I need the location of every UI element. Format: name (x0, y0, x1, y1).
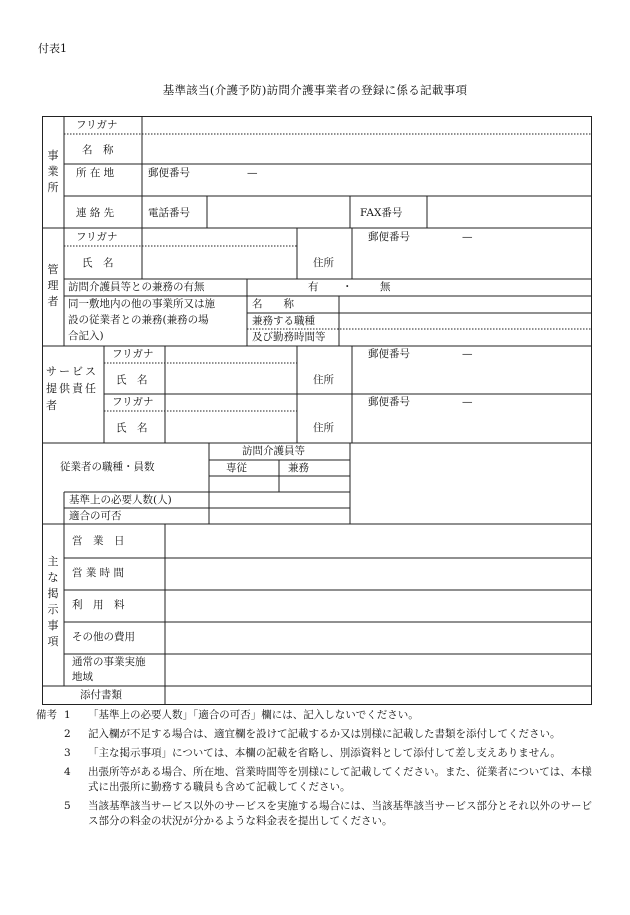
notes-label: 備考 (36, 709, 57, 721)
office-phone-label: 電話番号 (148, 207, 190, 219)
attachments-label: 添付書類 (80, 689, 122, 701)
form-grid-lines (42, 116, 592, 705)
manager-other-job-line1: 兼務する職種 (252, 315, 315, 327)
notice-fees-label: 利 用 料 (72, 599, 125, 611)
notice-other-costs-label: その他の費用 (72, 631, 135, 643)
note-item (36, 746, 596, 761)
service-manager-1-postal-label: 郵便番号 (368, 348, 410, 360)
office-address-label: 所 在 地 (76, 167, 115, 179)
manager-furigana-label: フリガナ (76, 231, 118, 243)
registration-form-table (42, 116, 592, 705)
note-item (36, 727, 596, 742)
note-item (36, 765, 596, 795)
notice-area-line2: 地域 (72, 671, 93, 683)
manager-address-label: 住所 (313, 257, 334, 269)
manager-other-duty-line3: 合記入) (68, 330, 104, 342)
manager-dual-role-dot: ・ (342, 281, 353, 293)
note-text: 出張所等がある場合、所在地、営業時間等を別様にして記載してください。また、従業者については、本様式に出張所に勤務する職員も含めて記載してください。 (88, 766, 592, 793)
section-notice-label: 主な掲示事項 (47, 555, 59, 648)
note-number: 1 (64, 709, 71, 721)
page-label: 付表1 (38, 42, 67, 55)
section-manager-label: 管理者 (47, 263, 59, 308)
service-manager-1-furigana-label: フリガナ (112, 348, 154, 360)
office-postal-dash: — (247, 167, 258, 179)
service-manager-1-postal-dash: — (462, 348, 473, 360)
service-manager-2-furigana-label: フリガナ (112, 396, 154, 408)
notice-area-line1: 通常の事業実施 (72, 656, 146, 668)
service-manager-2-address-label: 住所 (313, 422, 334, 434)
staff-required-label: 基準上の必要人数(人) (69, 494, 172, 506)
note-number: 3 (64, 747, 71, 759)
office-postal-label: 郵便番号 (148, 167, 190, 179)
note-text: 「主な掲示事項」については、本欄の記載を省略し、別添資料として添付して差し支えありません。 (88, 747, 561, 759)
office-name-label: 名 称 (82, 144, 114, 156)
manager-dual-role-no: 無 (380, 281, 391, 293)
section-service-manager-line1: サービス (46, 365, 98, 378)
note-item (36, 708, 596, 723)
section-service-manager-line2: 提供責任 (46, 382, 98, 395)
staff-label: 従業者の職種・員数 (60, 461, 155, 473)
manager-dual-role-yes: 有 (308, 281, 319, 293)
staff-suitability-label: 適合の可否 (69, 510, 122, 522)
manager-other-name-label: 名 称 (252, 298, 294, 310)
note-text: 「基準上の必要人数」「適合の可否」欄には、記入しないでください。 (88, 709, 419, 721)
notice-business-days-label: 営 業 日 (72, 535, 125, 547)
service-manager-2-name-label: 氏 名 (116, 422, 148, 434)
service-manager-1-name-label: 氏 名 (116, 374, 148, 386)
note-number: 5 (64, 800, 71, 812)
notice-business-hours-label: 営 業 時 間 (72, 567, 125, 579)
service-manager-1-address-label: 住所 (313, 374, 334, 386)
staff-parttime-header: 兼務 (288, 462, 309, 474)
manager-postal-label: 郵便番号 (368, 231, 410, 243)
notes-section (36, 708, 596, 833)
manager-other-duty-line2: 設の従業者との兼務(兼務の場 (68, 314, 209, 326)
manager-other-duty-line1: 同一敷地内の他の事業所又は施 (68, 298, 215, 310)
note-text: 当該基準該当サービス以外のサービスを実施する場合には、当該基準該当サービス部分とそれ以外のサービス部分の料金の状況が分かるような料金表を提出してください。 (88, 800, 592, 827)
staff-fulltime-header: 専従 (226, 462, 247, 474)
manager-dual-role-label: 訪問介護員等との兼務の有無 (68, 281, 205, 293)
note-number: 4 (64, 766, 71, 778)
service-manager-2-postal-dash: — (462, 396, 473, 408)
manager-postal-dash: — (462, 231, 473, 243)
section-service-manager-line3: 者 (46, 399, 57, 412)
service-manager-2-postal-label: 郵便番号 (368, 396, 410, 408)
office-fax-label: FAX番号 (360, 207, 403, 219)
note-number: 2 (64, 728, 71, 740)
form-title: 基準該当(介護予防)訪問介護事業者の登録に係る記載事項 (162, 83, 468, 97)
note-item (36, 799, 596, 829)
section-office-label: 事業所 (47, 149, 59, 194)
office-contact-label: 連 絡 先 (76, 207, 115, 219)
manager-other-job-line2: 及び勤務時間等 (252, 331, 326, 343)
office-furigana-label: フリガナ (76, 119, 118, 131)
note-text: 記入欄が不足する場合は、適宜欄を設けて記載するか又は別様に記載した書類を添付してください。 (88, 728, 561, 740)
staff-group-header: 訪問介護員等 (242, 445, 305, 457)
manager-name-label: 氏 名 (82, 257, 114, 269)
